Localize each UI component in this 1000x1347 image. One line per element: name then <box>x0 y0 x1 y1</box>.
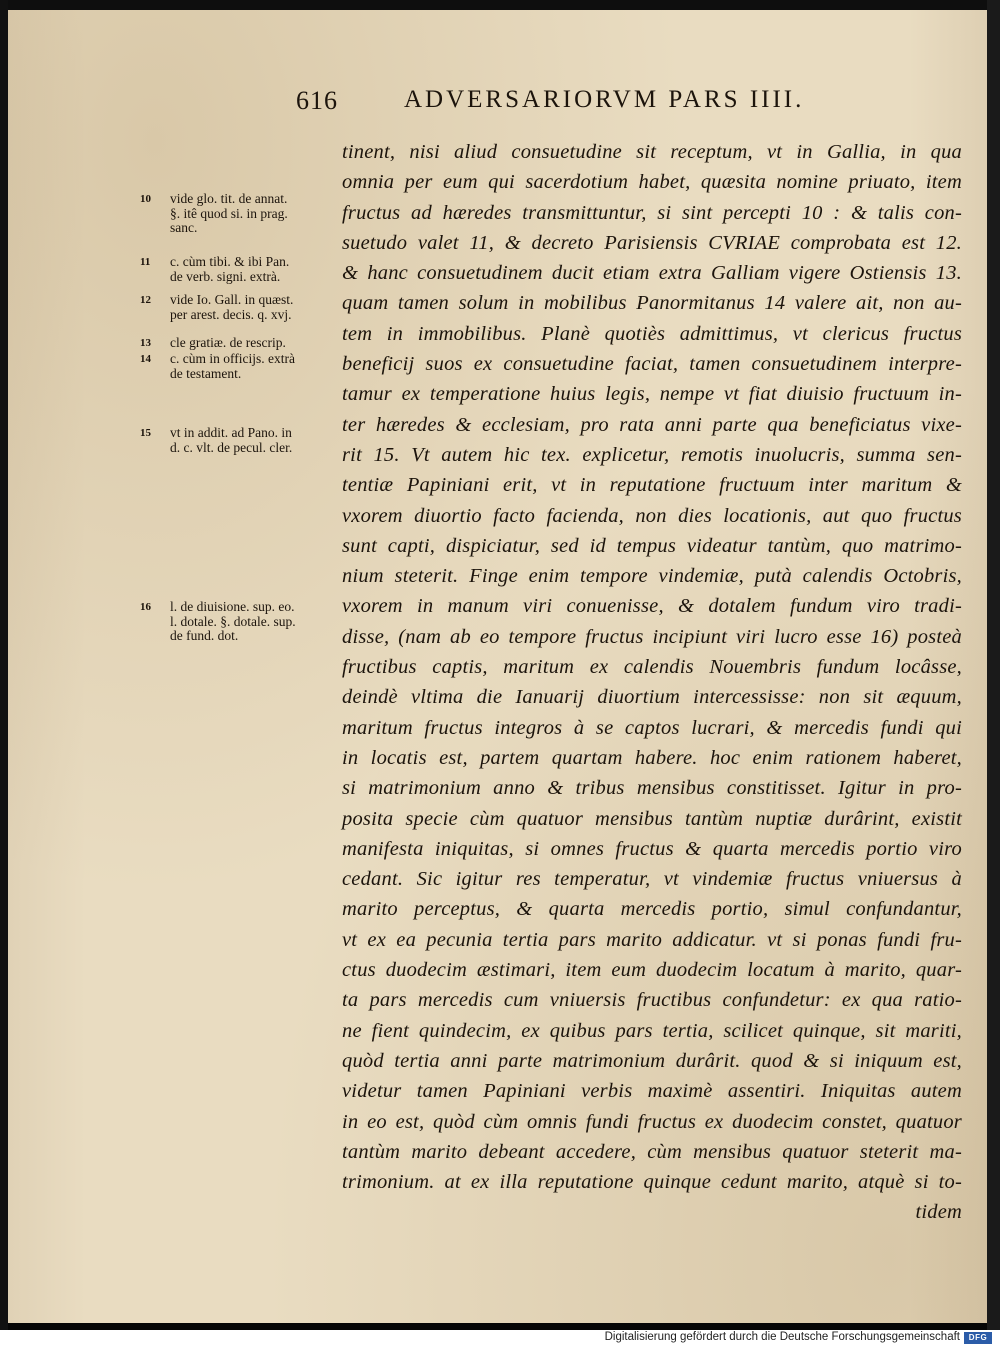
note-line: de testament. <box>170 365 242 381</box>
text-line: vt ex ea pecunia tertia pars marito addicatur. vt si ponas fundi fru- <box>342 928 962 951</box>
note-text <box>170 426 350 455</box>
text-line: ne fient quindecim, ex quibus pars tertia, scilicet quinque, sit mariti, <box>342 1019 962 1042</box>
text-line: maritum fructus integros à se captos lucrari, & mercedis fundi qui <box>342 716 962 739</box>
note-text <box>170 336 350 351</box>
marginal-note <box>140 293 350 322</box>
note-text <box>170 600 350 644</box>
scan-frame-right <box>987 0 1000 1330</box>
marginal-note <box>140 426 350 455</box>
note-line: d. c. vlt. de pecul. cler. <box>170 439 293 455</box>
digitization-footer <box>0 1330 1000 1347</box>
text-line: cedant. Sic igitur res temperatur, vt vindemiæ fructus vniuersus à <box>342 868 962 891</box>
note-text <box>170 352 350 381</box>
note-line: c. cùm in officijs. extrà <box>170 351 295 366</box>
marginal-note <box>140 600 350 644</box>
note-number: 10 <box>140 193 151 205</box>
text-line: sunt capti, dispiciatur, sed id tempus videatur tantùm, quo matrimo- <box>342 534 962 557</box>
note-text <box>170 255 350 284</box>
note-line: l. de diuisione. sup. eo. <box>170 599 295 614</box>
text-line: ctus duodecim æstimari, item eum duodecim locatum à marito, quar- <box>342 959 962 982</box>
text-line: nium steterit. Finge enim tempore vindemiæ, putà calendis Octobris, <box>342 565 962 588</box>
note-line: vt in addit. ad Pano. in <box>170 425 292 440</box>
page-header <box>8 86 987 126</box>
text-line: quòd tertia anni parte matrimonium durârit. quod & si iniquum est, <box>342 1049 962 1072</box>
text-line: suetudo valet 11, & decreto Parisiensis CVRIAE comprobata est 12. <box>342 231 962 254</box>
text-line: marito perceptus, & quarta mercedis portio, simul confundantur, <box>342 898 962 921</box>
note-line: per arest. decis. q. xvj. <box>170 306 292 322</box>
note-number: 11 <box>140 256 151 268</box>
text-line: omnia per eum qui sacerdotium habet, quæsita nomine priuato, item <box>342 171 962 194</box>
note-line: de fund. dot. <box>170 628 239 644</box>
note-number: 12 <box>140 294 151 306</box>
marginal-note <box>140 352 350 381</box>
text-line: vxorem in manum viri conuenisse, & dotalem fundum viro tradi- <box>342 595 962 618</box>
text-line: quam tamen solum in mobilibus Panormitanus 14 valere ait, non au- <box>342 292 962 315</box>
marginal-note <box>140 336 350 351</box>
marginal-note <box>140 255 350 284</box>
scan-frame-top <box>0 0 1000 10</box>
note-line: vide glo. tit. de annat. <box>170 191 288 206</box>
text-line: & hanc consuetudinem ducit etiam extra Galliam vigere Ostiensis 13. <box>342 262 962 285</box>
text-line: in eo est, quòd cùm omnis fundi fructus ex duodecim constet, quatuor <box>342 1110 962 1133</box>
text-line: si matrimonium anno & tribus mensibus constitisset. Igitur in pro- <box>342 777 962 800</box>
text-line: manifesta iniquitas, si omnes fructus & quarta mercedis portio viro <box>342 837 962 860</box>
note-line: de verb. signi. extrà. <box>170 268 281 284</box>
text-line: tem in immobilibus. Planè quotiès admittimus, vt clericus fructus <box>342 322 962 345</box>
running-head: ADVERSARIORVM PARS IIII. <box>404 86 805 113</box>
text-line: beneficij suos ex consuetudine faciat, tamen consuetudinem interpre- <box>342 353 962 376</box>
marginal-note <box>140 192 350 236</box>
text-line: tentiæ Papiniani erit, vt in reputatione fructuum inter maritum & <box>342 474 962 497</box>
note-number: 15 <box>140 427 151 439</box>
text-line: in locatis est, partem quartam habere. hoc enim rationem haberet, <box>342 746 962 769</box>
text-line: ta pars mercedis cum vniuersis fructibus confundetur: ex qua ratio- <box>342 989 962 1012</box>
text-line: tinent, nisi aliud consuetudine sit receptum, vt in Gallia, in qua <box>342 141 962 163</box>
book-page <box>8 10 987 1323</box>
funding-note: Digitalisierung gefördert durch die Deutsche Forschungsgemeinschaft <box>604 1331 960 1343</box>
dfg-logo: DFG <box>964 1332 992 1344</box>
text-line: vxorem diuortio facto facienda, non dies locationis, aut quo fructus <box>342 504 962 527</box>
note-line: cle gratiæ. de rescrip. <box>170 335 286 350</box>
note-number: 14 <box>140 353 151 365</box>
note-line: c. cùm tibi. & ibi Pan. <box>170 254 290 269</box>
note-text <box>170 293 350 322</box>
note-line: vide Io. Gall. in quæst. <box>170 292 294 307</box>
note-number: 16 <box>140 601 151 613</box>
note-number: 13 <box>140 337 151 349</box>
note-line: §. itê quod si. in prag. <box>170 205 288 221</box>
text-line: posita specie cùm quatuor mensibus tantùm nuptiæ durârint, existit <box>342 807 962 830</box>
text-line: trimonium. at ex illa reputatione quinque cedunt marito, atquè si to- <box>342 1171 962 1194</box>
text-line: ter hæredes & ecclesiam, pro rata anni parte qua beneficiatus vixe- <box>342 413 962 436</box>
text-line: fructibus captis, maritum ex calendis Nouembris fundum locâsse, <box>342 656 962 679</box>
page-number: 616 <box>296 86 338 115</box>
note-line: sanc. <box>170 220 198 236</box>
main-text-block <box>342 137 962 1228</box>
note-text <box>170 192 350 236</box>
text-line: videtur tamen Papiniani verbis maximè assentiri. Iniquitas autem <box>342 1080 962 1103</box>
text-line: tantùm marito debeant accedere, cùm mensibus quatuor steterit ma- <box>342 1140 962 1163</box>
text-line: disse, (nam ab eo tempore fructus incipiunt viri lucro esse 16) posteà <box>342 625 962 648</box>
scan-frame-left <box>0 0 8 1330</box>
text-line: rit 15. Vt autem hic tex. explicetur, remotis inuolucris, summa sen- <box>342 443 962 466</box>
text-line: deindè vltima die Ianuarij diuortium intercessisse: non sit æquum, <box>342 686 962 709</box>
text-line: tidem <box>915 1201 962 1224</box>
text-line: tamur ex temperatione huius legis, nempe vt fiat diuisio fructuum in- <box>342 383 962 406</box>
note-line: l. dotale. §. dotale. sup. <box>170 613 296 629</box>
text-line: fructus ad hæredes transmittuntur, si sint percepti 10 : & talis con- <box>342 201 962 224</box>
